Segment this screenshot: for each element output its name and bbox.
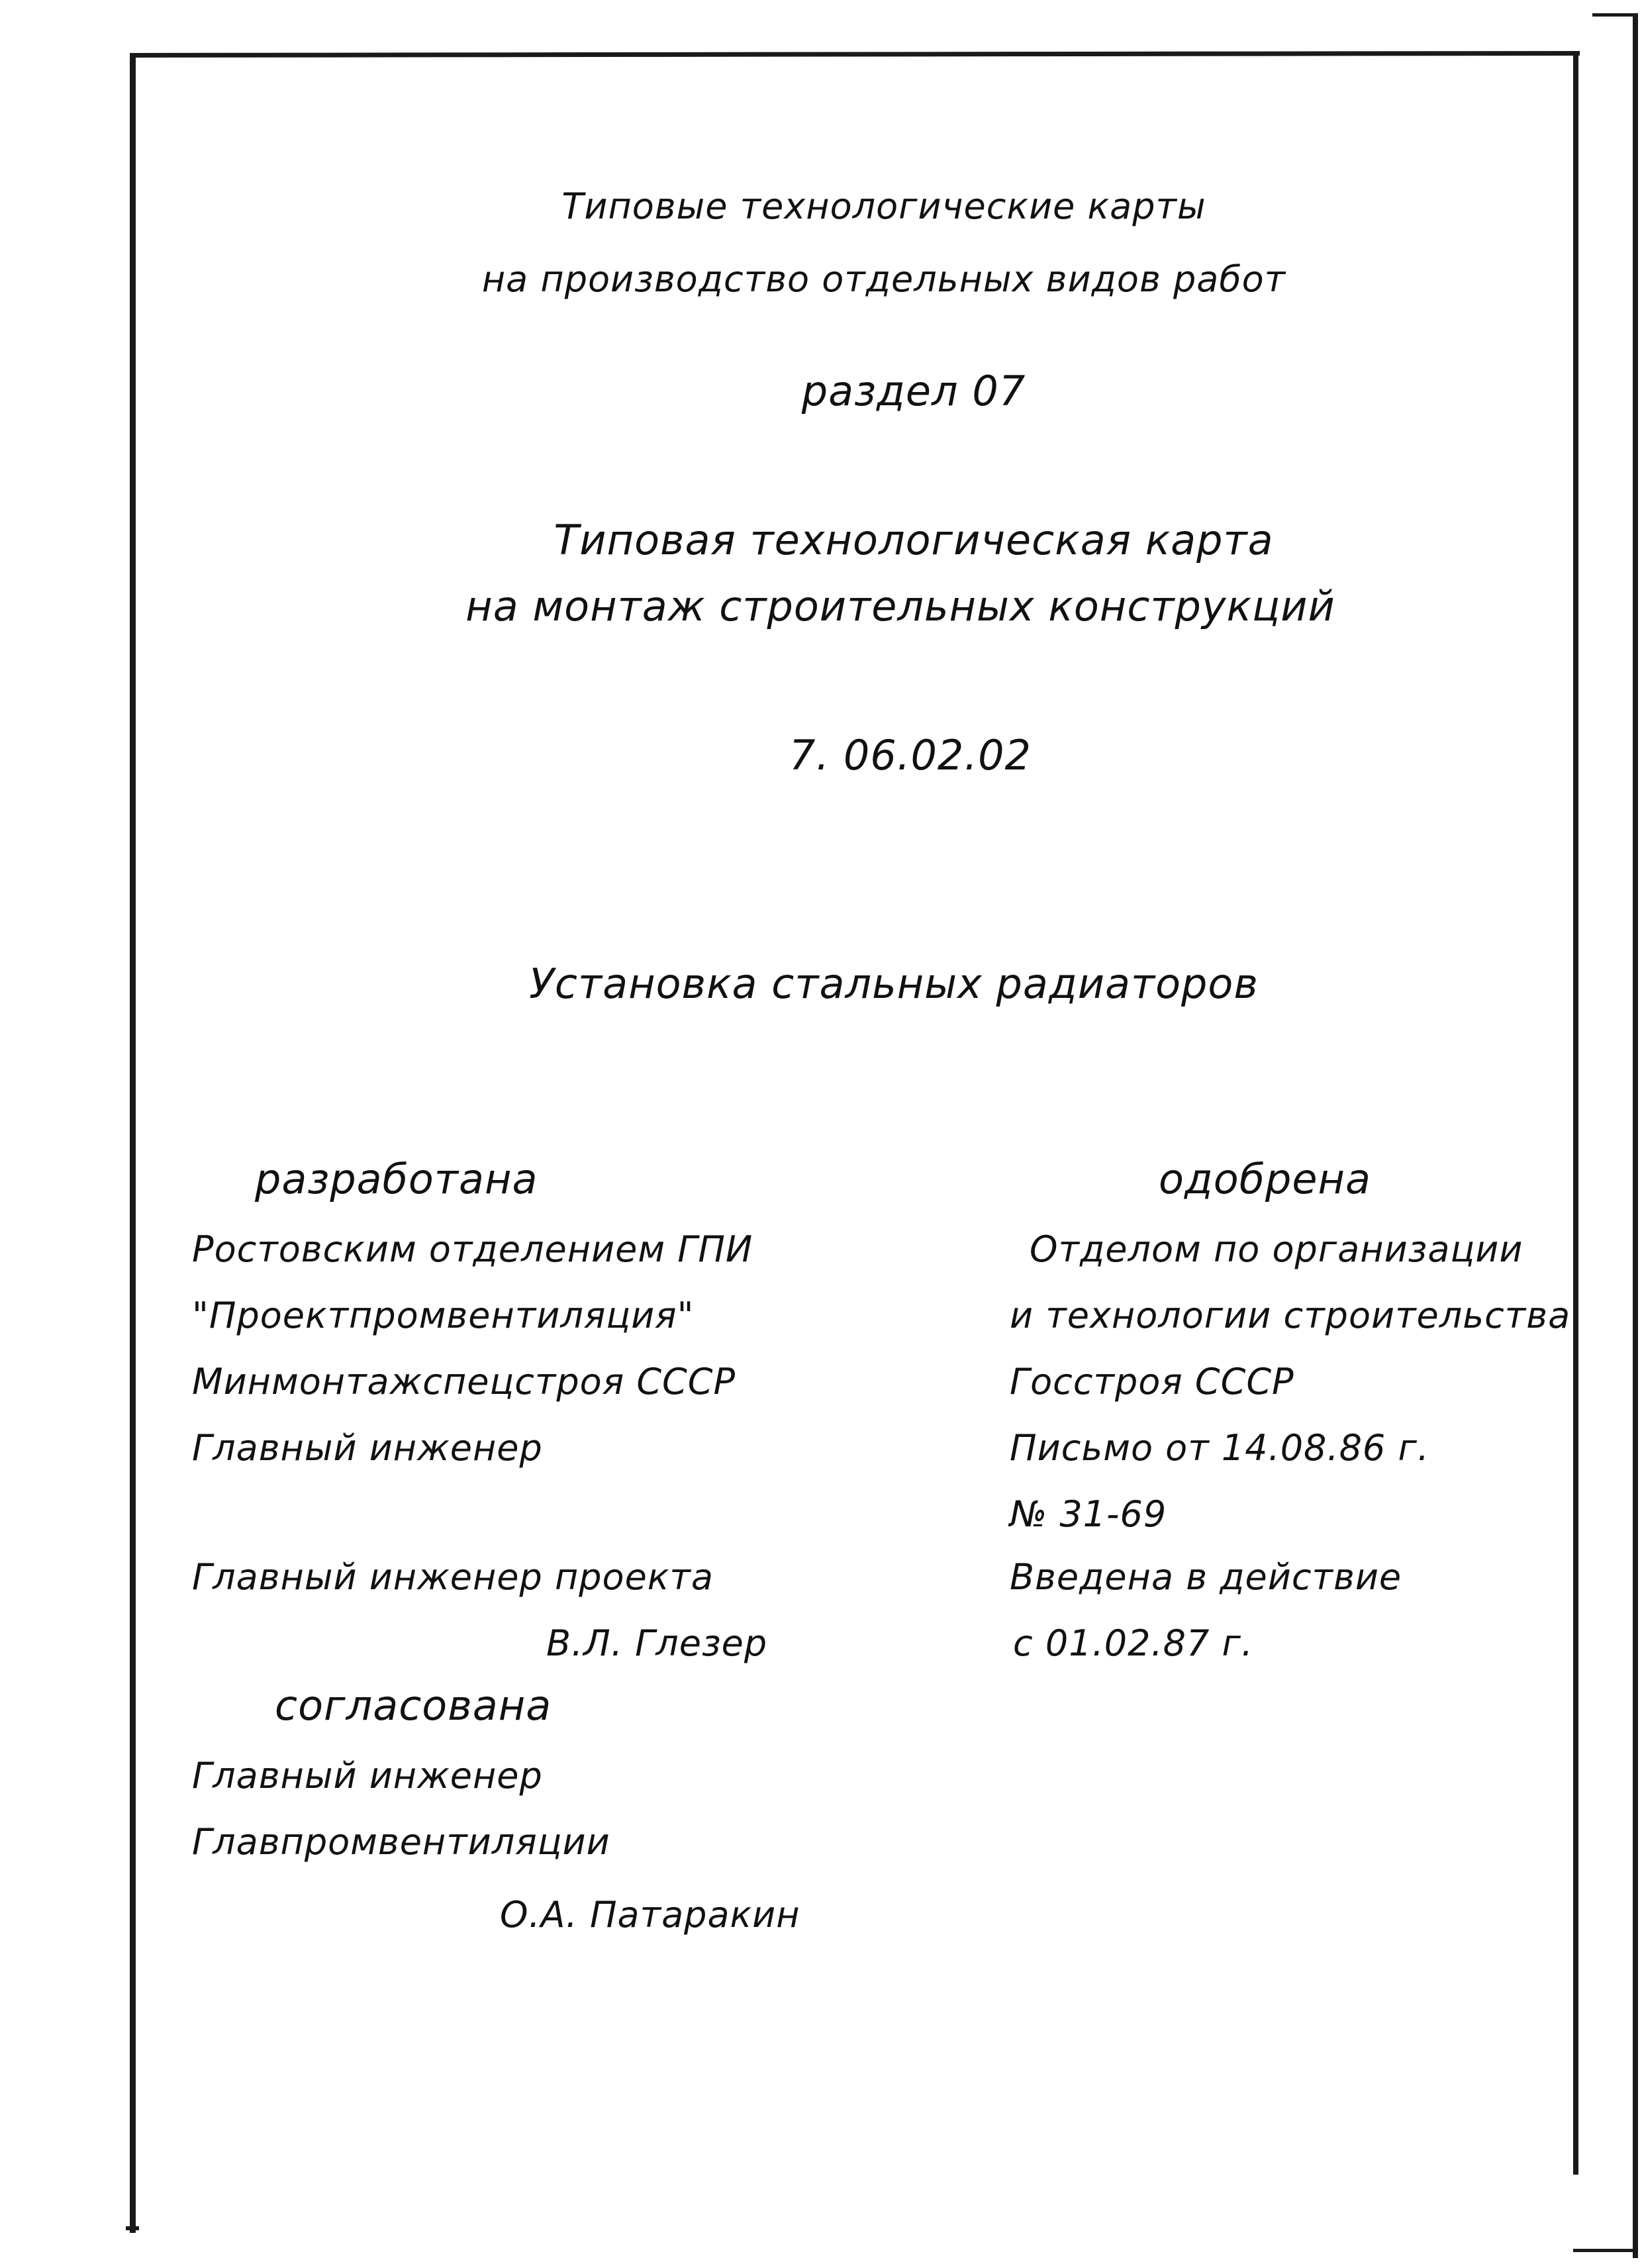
approved-line-6: Введена в действие xyxy=(1010,1556,1402,1598)
section-number: раздел 07 xyxy=(801,367,1026,415)
approved-line-5: № 31-69 xyxy=(1010,1493,1167,1535)
frame-top-border xyxy=(130,51,1580,58)
frame-left-bottom-tick xyxy=(126,2226,139,2230)
approved-heading: одобрена xyxy=(1159,1155,1371,1203)
approved-line-2: и технологии строительства xyxy=(1010,1295,1571,1336)
card-code: 7. 06.02.02 xyxy=(789,731,1032,779)
developed-line-4: Главный инженер xyxy=(192,1427,543,1469)
page-edge-right xyxy=(1633,13,1638,2258)
approved-line-7: с 01.02.87 г. xyxy=(1013,1622,1254,1664)
developed-heading: разработана xyxy=(255,1155,538,1203)
page-edge-top-tick xyxy=(1592,13,1637,17)
approved-line-4: Письмо от 14.08.86 г. xyxy=(1010,1427,1429,1469)
agreed-line-2: Главпромвентиляции xyxy=(192,1821,610,1863)
series-title-line-1: Типовые технологические карты xyxy=(561,185,1206,227)
card-title-line-1: Типовая технологическая карта xyxy=(554,516,1274,564)
agreed-line-1: Главный инженер xyxy=(192,1755,543,1797)
series-title-line-2: на производство отдельных видов работ xyxy=(481,258,1286,300)
approved-line-3: Госстроя СССР xyxy=(1010,1361,1294,1403)
page-edge-bottom xyxy=(1573,2249,1638,2252)
card-title-line-2: на монтаж строительных конструкций xyxy=(465,582,1335,630)
chief-project-engineer-label: Главный инженер проекта xyxy=(192,1556,714,1598)
chief-project-engineer-name: В.Л. Глезер xyxy=(546,1622,768,1664)
developed-line-1: Ростовским отделением ГПИ xyxy=(192,1228,753,1270)
agreed-signatory-name: О.А. Патаракин xyxy=(500,1894,800,1936)
approved-line-1: Отделом по организации xyxy=(1030,1228,1523,1270)
card-subject: Установка стальных радиаторов xyxy=(529,960,1259,1008)
developed-line-3: Минмонтажспецстроя СССР xyxy=(192,1361,736,1403)
agreed-heading: согласована xyxy=(275,1681,552,1730)
developed-line-2: "Проектпромвентиляция" xyxy=(192,1295,695,1336)
